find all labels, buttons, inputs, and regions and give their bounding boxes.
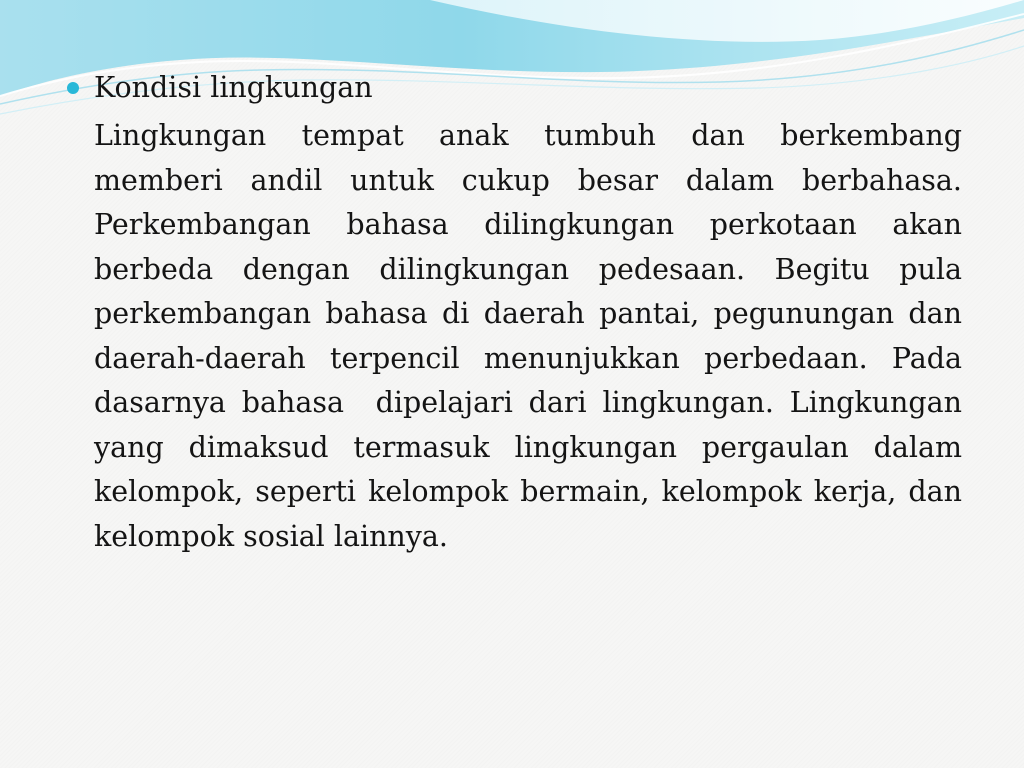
body-paragraph: Lingkungan tempat anak tumbuh dan berkembang memberi andil untuk cukup besar dalam berbahasa. Perkembangan bahasa dilingkungan perkotaan akan berbeda dengan dilingkungan pedesaan. Begitu pula perkembangan bahasa di daerah pantai, pegunungan dan daerah-daerah terpencil menunjukkan perbedaan. Pada dasarnya bahasa dipelajari dari lingkungan. Lingkungan yang dimaksud termasuk lingkungan pergaulan dalam kelompok, seperti kelompok bermain, kelompok kerja, dan kelompok sosial lainnya. (94, 119, 972, 553)
bullet-item (64, 66, 964, 110)
slide-content (64, 66, 972, 559)
bullet-dot-icon (67, 82, 79, 94)
bullet-heading: Kondisi lingkungan (94, 71, 373, 104)
